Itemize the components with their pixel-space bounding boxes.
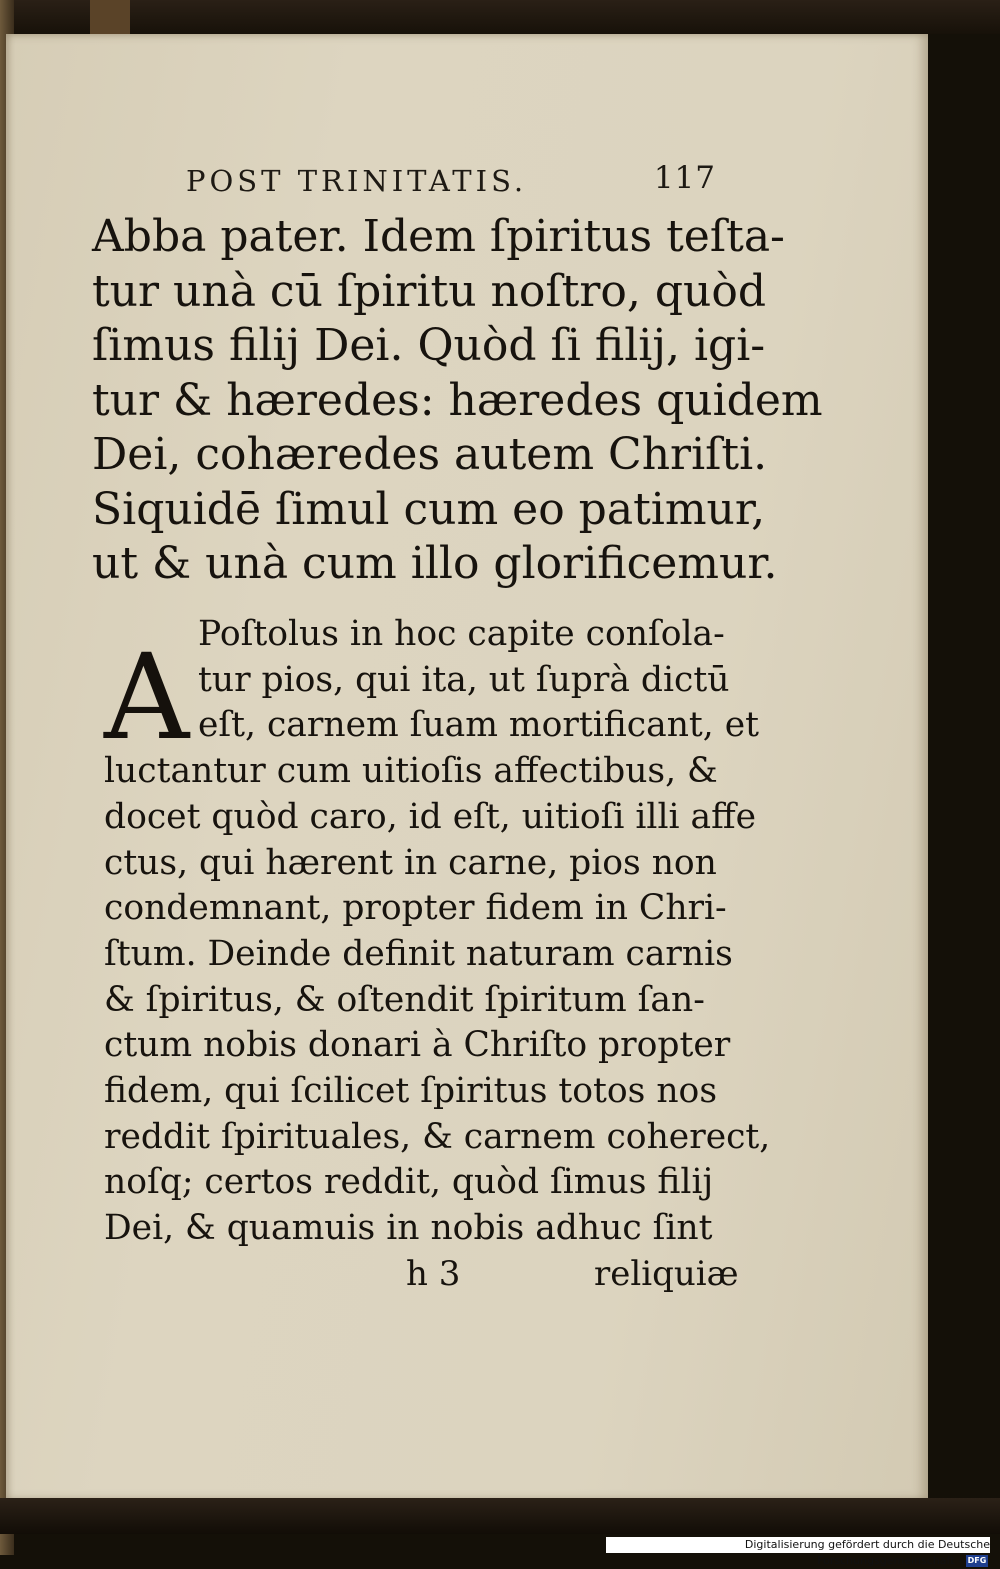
- commentary-line: ctus, qui hærent in carne, pios non: [104, 842, 717, 883]
- commentary-line: & ſpiritus, & oſtendit ſpiritum ſan-: [104, 979, 705, 1020]
- running-title: POST TRINITATIS.: [186, 164, 528, 198]
- scripture-passage: [92, 210, 823, 592]
- commentary-line: fidem, qui ſcilicet ſpiritus totos nos: [104, 1071, 718, 1112]
- commentary-line: noſq; certos reddit, quòd ſimus filij: [104, 1162, 714, 1203]
- commentary-paragraph: [104, 612, 771, 1252]
- funding-credit-bar: [606, 1537, 990, 1567]
- commentary-line: Dei, & quamuis in nobis adhuc ſint: [104, 1208, 713, 1249]
- catchword: reliquiæ: [594, 1254, 739, 1294]
- funding-credit-text: Digitalisierung gefördert durch die Deutsche Forschungsgemeinschaft -: [744, 1538, 990, 1567]
- page-footer: [0, 1254, 1000, 1298]
- verse-line: Siquidē ſimul cum eo patimur,: [92, 483, 766, 535]
- verse-line: ut & unà cum illo glorificemur.: [92, 538, 778, 589]
- commentary-line: ctum nobis donari à Chriſto propter: [104, 1025, 731, 1066]
- page-header: [186, 158, 716, 202]
- commentary-line: ſtum. Deinde definit naturam carnis: [104, 933, 733, 974]
- commentary-line: condemnant, propter fidem in Chri-: [104, 888, 727, 929]
- verse-line: Abba pater. Idem ſpiritus teſta-: [92, 211, 785, 262]
- verse-line: tur & hæredes: hæredes quidem: [92, 374, 823, 426]
- verse-line: Dei, cohæredes autem Chriſti.: [92, 429, 768, 480]
- commentary-line: tur pios, qui ita, ut ſuprà dictū: [198, 659, 730, 700]
- scan-top-edge: [0, 0, 1000, 34]
- commentary-line: Poſtolus in hoc capite conſola-: [198, 614, 725, 654]
- verse-line: tur unà cū ſpiritu noſtro, quòd: [92, 265, 766, 317]
- commentary-line: eſt, carnem ſuam mortificant, et: [198, 705, 759, 746]
- dfg-logo-icon: DFG: [967, 1556, 987, 1565]
- drop-cap-initial: A: [104, 628, 190, 766]
- book-spine-fragment: [90, 0, 130, 34]
- signature-mark: h 3: [406, 1254, 461, 1294]
- commentary-line: luctantur cum uitioſis affectibus, &: [104, 751, 718, 792]
- commentary-line: reddit ſpirituales, & carnem coherect,: [104, 1116, 771, 1157]
- commentary-line: docet quòd caro, id eſt, uitioſi illi affe: [104, 796, 756, 837]
- folio-number: 117: [653, 160, 716, 196]
- scan-bottom-edge: [0, 1498, 1000, 1534]
- verse-line: ſimus filij Dei. Quòd ſi filij, igi-: [92, 320, 766, 371]
